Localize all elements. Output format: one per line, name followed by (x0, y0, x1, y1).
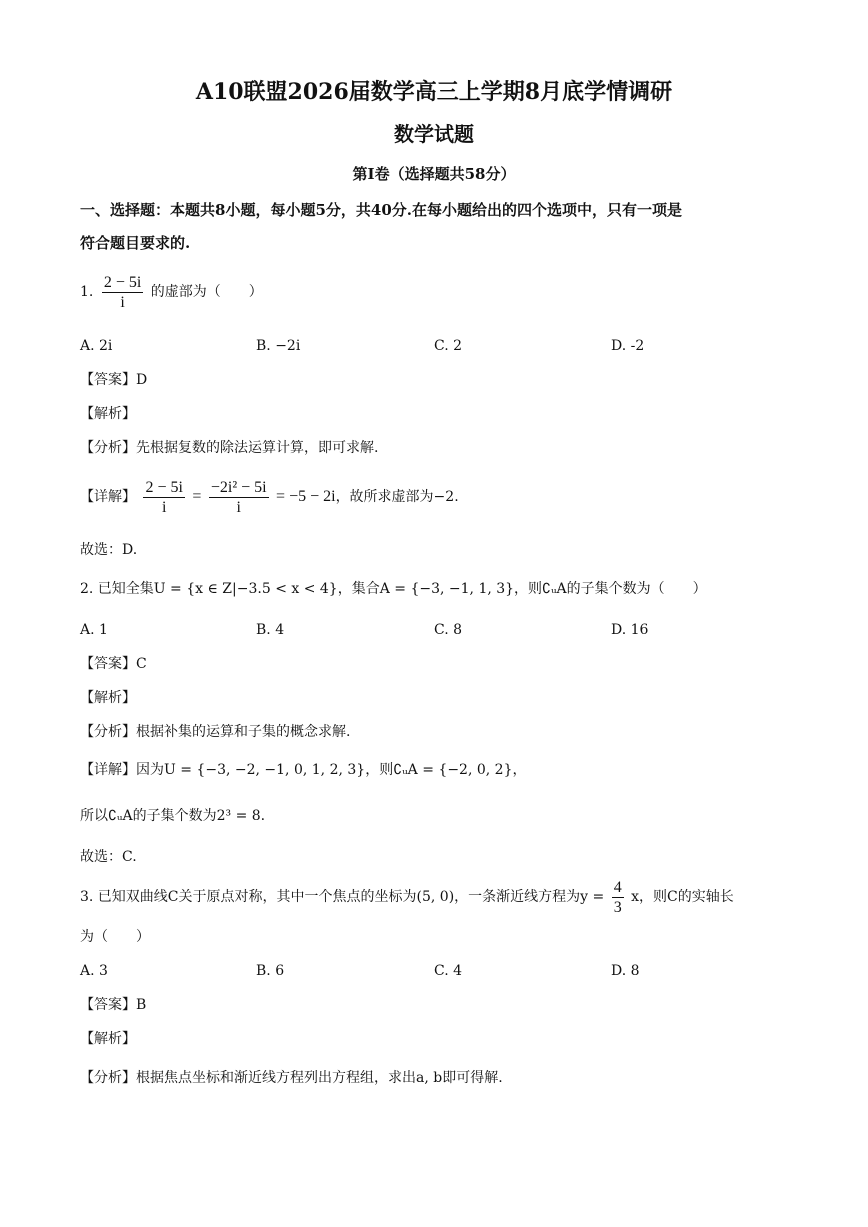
fraction (612, 878, 624, 917)
question-text-tail: x，则C的实轴长 (631, 889, 734, 905)
option-a: A. 1 (80, 622, 108, 638)
fraction (102, 273, 143, 312)
question-2: 2. 已知全集U = {x ∈ Z|−3.5 < x < 4}，集合A = {−3, −1, 1, 3}，则∁ᵤA的子集个数为（ ） (80, 581, 707, 597)
option-c: C. 4 (434, 963, 463, 979)
fraction-numerator: 4 (613, 878, 622, 896)
answer-line: 【答案】C (80, 656, 147, 672)
question-1 (80, 272, 263, 312)
question-3 (80, 876, 734, 918)
detail-conclusion: ，故所求虚部为−2. (335, 489, 459, 505)
analysis-label: 【解析】 (80, 1031, 136, 1047)
analysis-summary: 【分析】根据补集的运算和子集的概念求解. (80, 724, 351, 740)
section-heading-line2: 符合题目要求的. (80, 234, 191, 252)
option-d: D. -2 (611, 338, 645, 354)
fraction-denominator: i (161, 498, 167, 516)
equals-sign: = (192, 488, 202, 505)
option-b: B. 6 (256, 963, 285, 979)
question-3-continued: 为（ ） (80, 929, 150, 945)
option-c: C. 8 (434, 622, 463, 638)
option-a: A. 3 (80, 963, 108, 979)
detail-label: 【详解】 (80, 489, 136, 505)
analysis-summary: 【分析】根据焦点坐标和渐近线方程列出方程组，求出a, b即可得解. (80, 1070, 503, 1086)
choice-line: 故选：C. (80, 849, 137, 865)
option-b: B. 4 (256, 622, 285, 638)
result-expression: = −5 − 2i (276, 488, 336, 505)
analysis-label: 【解析】 (80, 406, 136, 422)
option-c: C. 2 (434, 338, 463, 354)
fraction-denominator: 3 (613, 898, 622, 916)
fraction-denominator: i (236, 498, 241, 516)
answer-line: 【答案】D (80, 372, 148, 388)
option-d: D. 16 (611, 622, 649, 638)
fraction-numerator: 2 − 5i (103, 273, 142, 291)
fraction (209, 478, 269, 517)
page-title: A10联盟2026届数学高三上学期8月底学情调研 (195, 79, 673, 105)
answer-line: 【答案】B (80, 997, 147, 1013)
fraction-numerator: 2 − 5i (145, 478, 183, 496)
question-text: 的虚部为（ ） (150, 284, 263, 300)
section-heading-line1: 一、选择题：本题共8小题，每小题5分，共40分.在每小题给出的四个选项中，只有一项是 (80, 201, 682, 219)
analysis-summary: 【分析】先根据复数的除法运算计算，即可求解. (80, 440, 379, 456)
option-a: A. 2i (80, 338, 113, 354)
option-d: D. 8 (611, 963, 640, 979)
part-heading: 第I卷（选择题共58分） (352, 165, 516, 183)
choice-line: 故选：D. (80, 542, 138, 558)
fraction (143, 478, 184, 517)
question-text: 3. 已知双曲线C关于原点对称，其中一个焦点的坐标为(5, 0)，一条渐近线方程为y = (80, 889, 605, 905)
fraction-denominator: i (120, 293, 125, 311)
option-b: B. −2i (256, 338, 301, 354)
analysis-label: 【解析】 (80, 690, 136, 706)
question-number: 1. (80, 284, 94, 300)
fraction-numerator: −2i² − 5i (210, 478, 267, 496)
page-subtitle: 数学试题 (394, 122, 474, 146)
detail-line: 【详解】因为U = {−3, −2, −1, 0, 1, 2, 3}，则∁ᵤA = {−2, 0, 2}， (80, 762, 527, 778)
detail-line (80, 474, 459, 520)
detail-line-2: 所以∁ᵤA的子集个数为2³ = 8. (80, 808, 266, 824)
